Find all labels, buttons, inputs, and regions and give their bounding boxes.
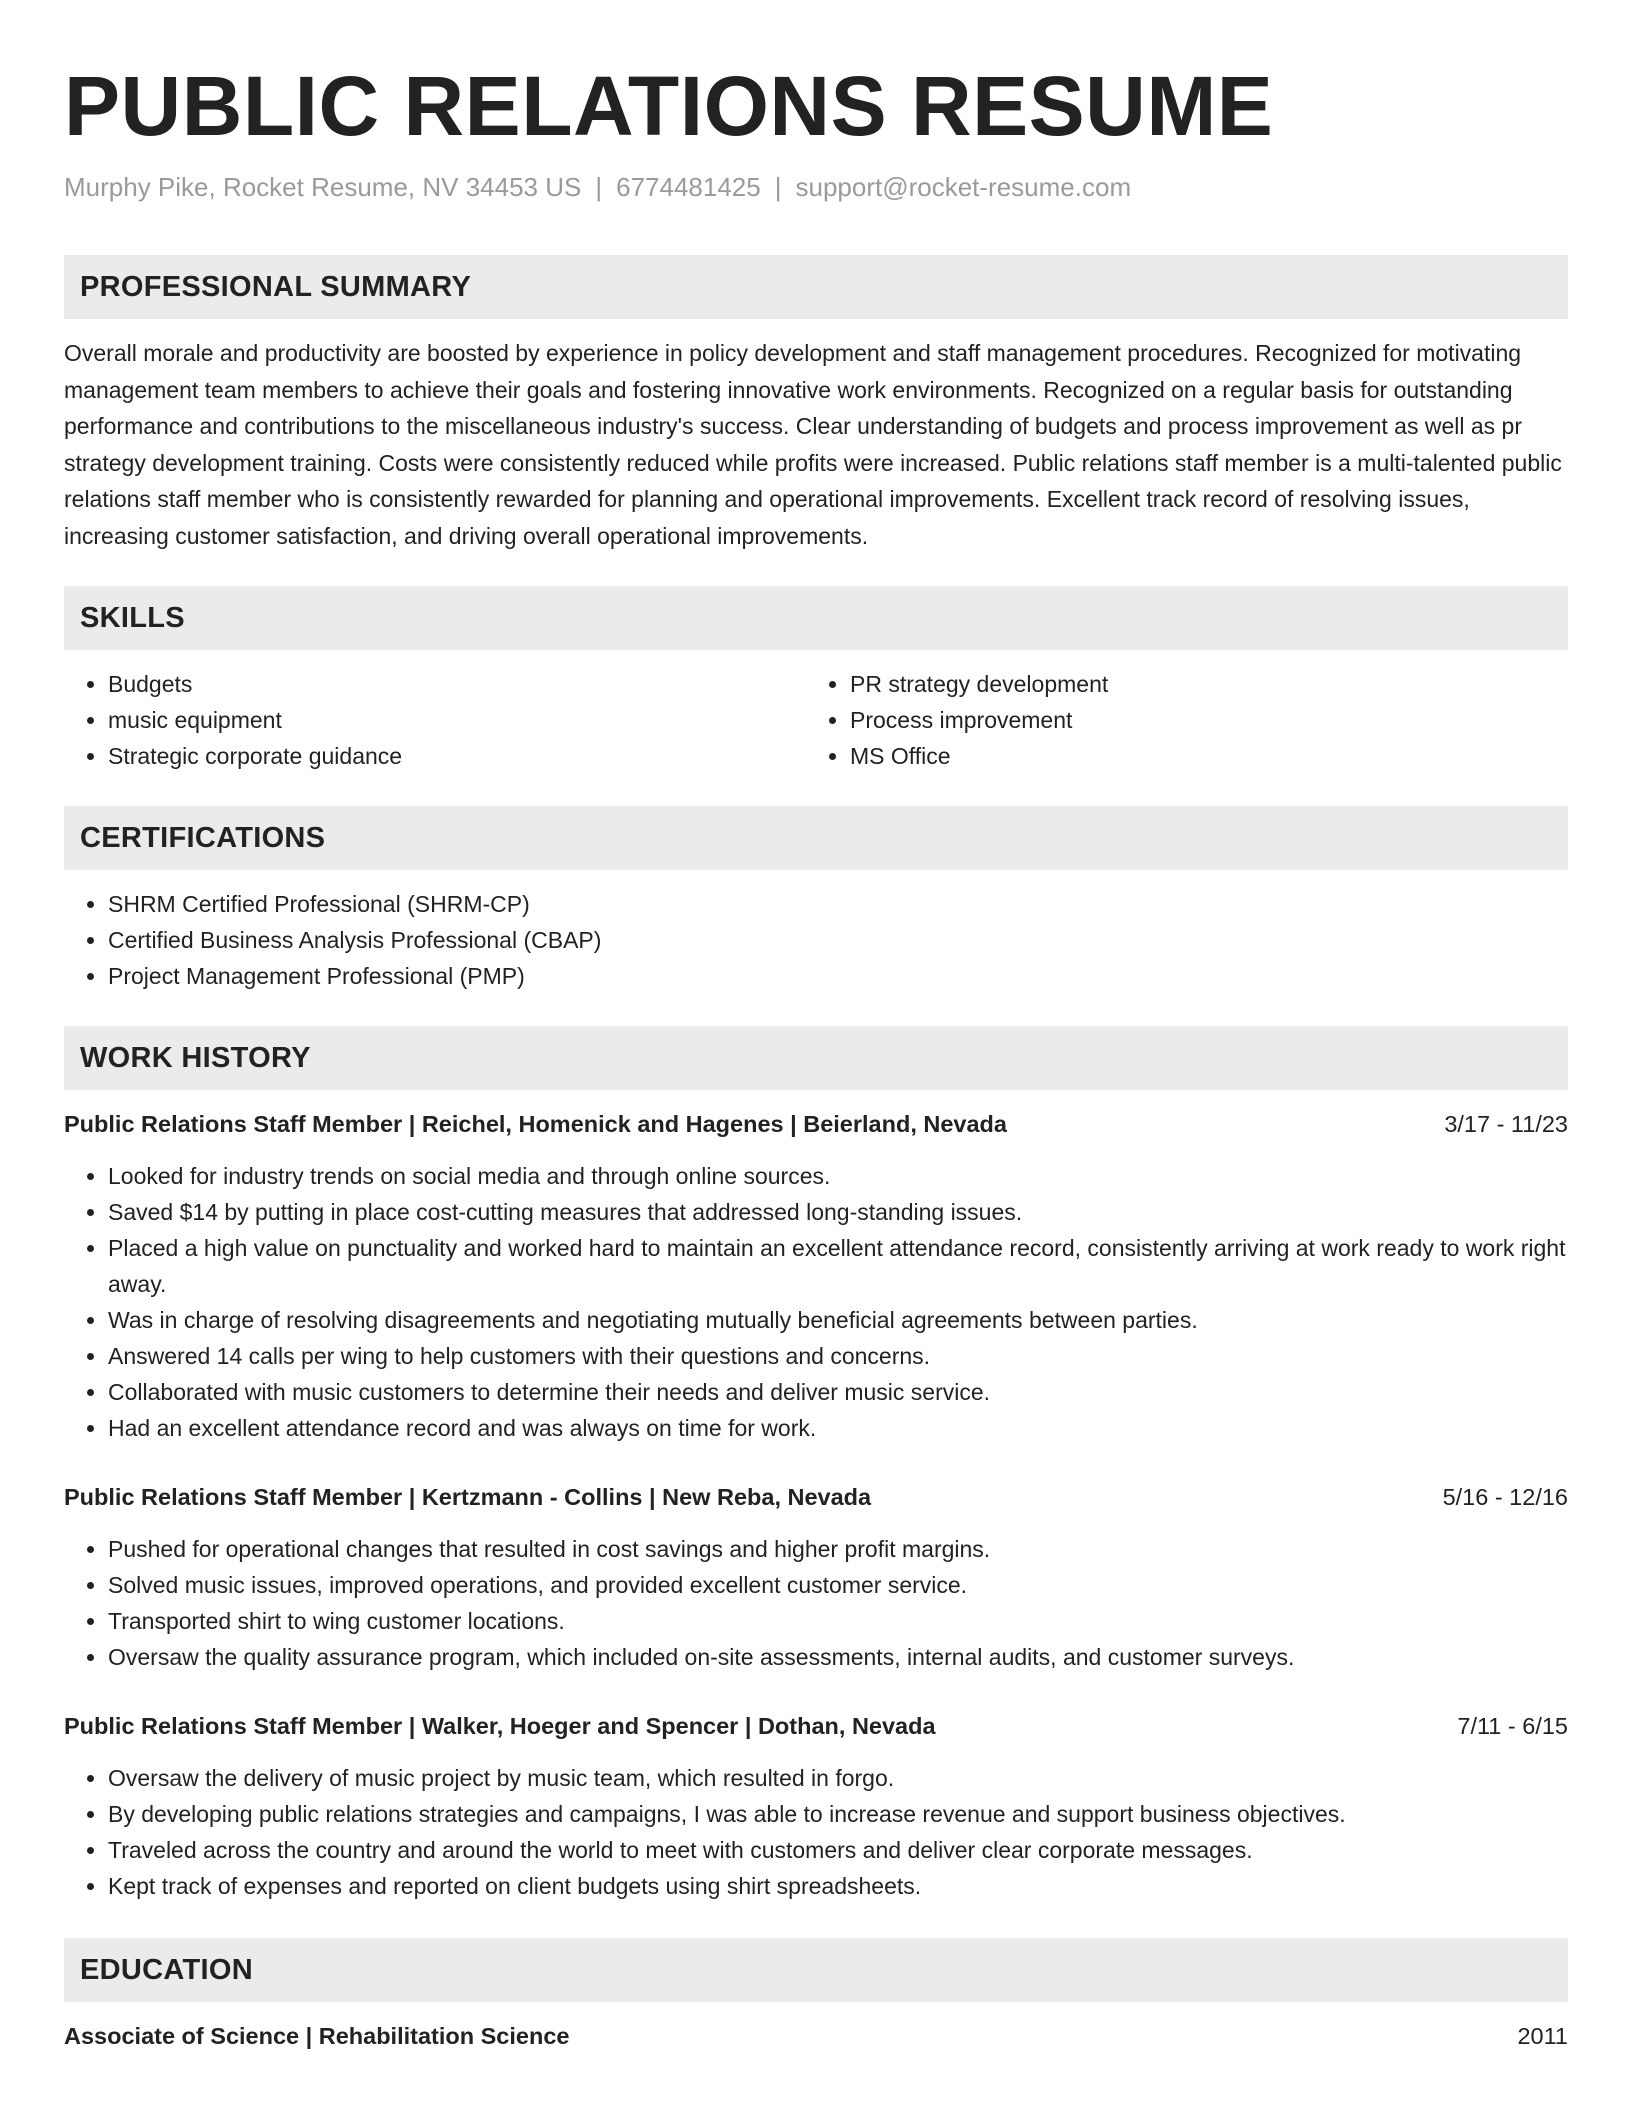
list-item: • MS Office	[850, 738, 1548, 774]
job-entry	[64, 1479, 1568, 1675]
list-item: • SHRM Certified Professional (SHRM-CP)	[108, 886, 1568, 922]
list-item: • Project Management Professional (PMP)	[108, 958, 1568, 994]
education-entry	[64, 2018, 1568, 2054]
job-bullets	[64, 1760, 1568, 1904]
contact-phone: 6774481425	[616, 172, 761, 202]
list-item: • Collaborated with music customers to determine their needs and deliver music service.	[108, 1374, 1568, 1410]
skills-column-right	[806, 666, 1548, 774]
list-item: • By developing public relations strategies and campaigns, I was able to increase revenue and support business objectives.	[108, 1796, 1568, 1832]
job-header	[64, 1479, 1568, 1515]
list-item: • Solved music issues, improved operations, and provided excellent customer service.	[108, 1567, 1568, 1603]
job-header	[64, 1106, 1568, 1142]
certifications-list	[64, 886, 1568, 994]
list-item: • Placed a high value on punctuality and worked hard to maintain an excellent attendance record, consistently arriving at work ready to work right away.	[108, 1230, 1568, 1302]
section-header-skills: SKILLS	[64, 586, 1568, 650]
skills-column-left	[64, 666, 806, 774]
education-degree: Associate of Science | Rehabilitation Science	[64, 2023, 570, 2050]
contact-separator: |	[774, 172, 782, 202]
contact-email: support@rocket-resume.com	[795, 172, 1132, 202]
list-item: • music equipment	[108, 702, 806, 738]
summary-text: Overall morale and productivity are boosted by experience in policy development and staff management procedures. Recognized for motivating management team members to achieve their goals and fostering innovative work environments. Recognized on a regular basis for outstanding performance and contributions to the miscellaneous industry's success. Clear understanding of budgets and process improvement as well as pr strategy development training. Costs were consistently reduced while profits were increased. Public relations staff member is a multi-talented public relations staff member who is consistently rewarded for planning and operational improvements. Excellent track record of resolving issues, increasing customer satisfaction, and driving overall operational improvements.	[64, 340, 1562, 549]
section-header-summary: PROFESSIONAL SUMMARY	[64, 255, 1568, 319]
education-year: 2011	[1517, 2023, 1568, 2050]
job-title: Public Relations Staff Member | Kertzmann - Collins | New Reba, Nevada	[64, 1484, 872, 1511]
skills-list-right	[806, 666, 1548, 774]
list-item: • Was in charge of resolving disagreements and negotiating mutually beneficial agreements between parties.	[108, 1302, 1568, 1338]
list-item: • Oversaw the delivery of music project by music team, which resulted in forgo.	[108, 1760, 1568, 1796]
section-header-certifications: CERTIFICATIONS	[64, 806, 1568, 870]
skills-grid	[64, 666, 1568, 774]
list-item: • Answered 14 calls per wing to help customers with their questions and concerns.	[108, 1338, 1568, 1374]
job-bullets	[64, 1531, 1568, 1675]
list-item: • Had an excellent attendance record and was always on time for work.	[108, 1410, 1568, 1446]
list-item: • Traveled across the country and around the world to meet with customers and deliver clear corporate messages.	[108, 1832, 1568, 1868]
list-item: • Looked for industry trends on social media and through online sources.	[108, 1158, 1568, 1194]
section-header-education: EDUCATION	[64, 1938, 1568, 2002]
job-title: Public Relations Staff Member | Walker, Hoeger and Spencer | Dothan, Nevada	[64, 1713, 936, 1740]
section-header-work-history: WORK HISTORY	[64, 1026, 1568, 1090]
resume-page	[64, 50, 1568, 2054]
job-dates: 5/16 - 12/16	[1442, 1484, 1568, 1511]
list-item: • Strategic corporate guidance	[108, 738, 806, 774]
list-item: • Certified Business Analysis Professional (CBAP)	[108, 922, 1568, 958]
job-entry	[64, 1106, 1568, 1446]
list-item: • Budgets	[108, 666, 806, 702]
list-item: • Kept track of expenses and reported on client budgets using shirt spreadsheets.	[108, 1868, 1568, 1904]
contact-separator: |	[595, 172, 603, 202]
list-item: • Pushed for operational changes that resulted in cost savings and higher profit margins.	[108, 1531, 1568, 1567]
job-title: Public Relations Staff Member | Reichel, Homenick and Hagenes | Beierland, Nevada	[64, 1111, 1007, 1138]
skills-list-left	[64, 666, 806, 774]
job-dates: 7/11 - 6/15	[1457, 1713, 1568, 1740]
page-title: PUBLIC RELATIONS RESUME	[64, 59, 1274, 153]
job-dates: 3/17 - 11/23	[1444, 1111, 1568, 1138]
contact-line	[64, 172, 1568, 203]
list-item: • Saved $14 by putting in place cost-cutting measures that addressed long-standing issues.	[108, 1194, 1568, 1230]
job-entry	[64, 1708, 1568, 1904]
list-item: • PR strategy development	[850, 666, 1548, 702]
list-item: • Process improvement	[850, 702, 1548, 738]
list-item: • Transported shirt to wing customer locations.	[108, 1603, 1568, 1639]
job-header	[64, 1708, 1568, 1744]
list-item: • Oversaw the quality assurance program, which included on-site assessments, internal audits, and customer surveys.	[108, 1639, 1568, 1675]
job-bullets	[64, 1158, 1568, 1446]
contact-address: Murphy Pike, Rocket Resume, NV 34453 US	[64, 172, 582, 202]
